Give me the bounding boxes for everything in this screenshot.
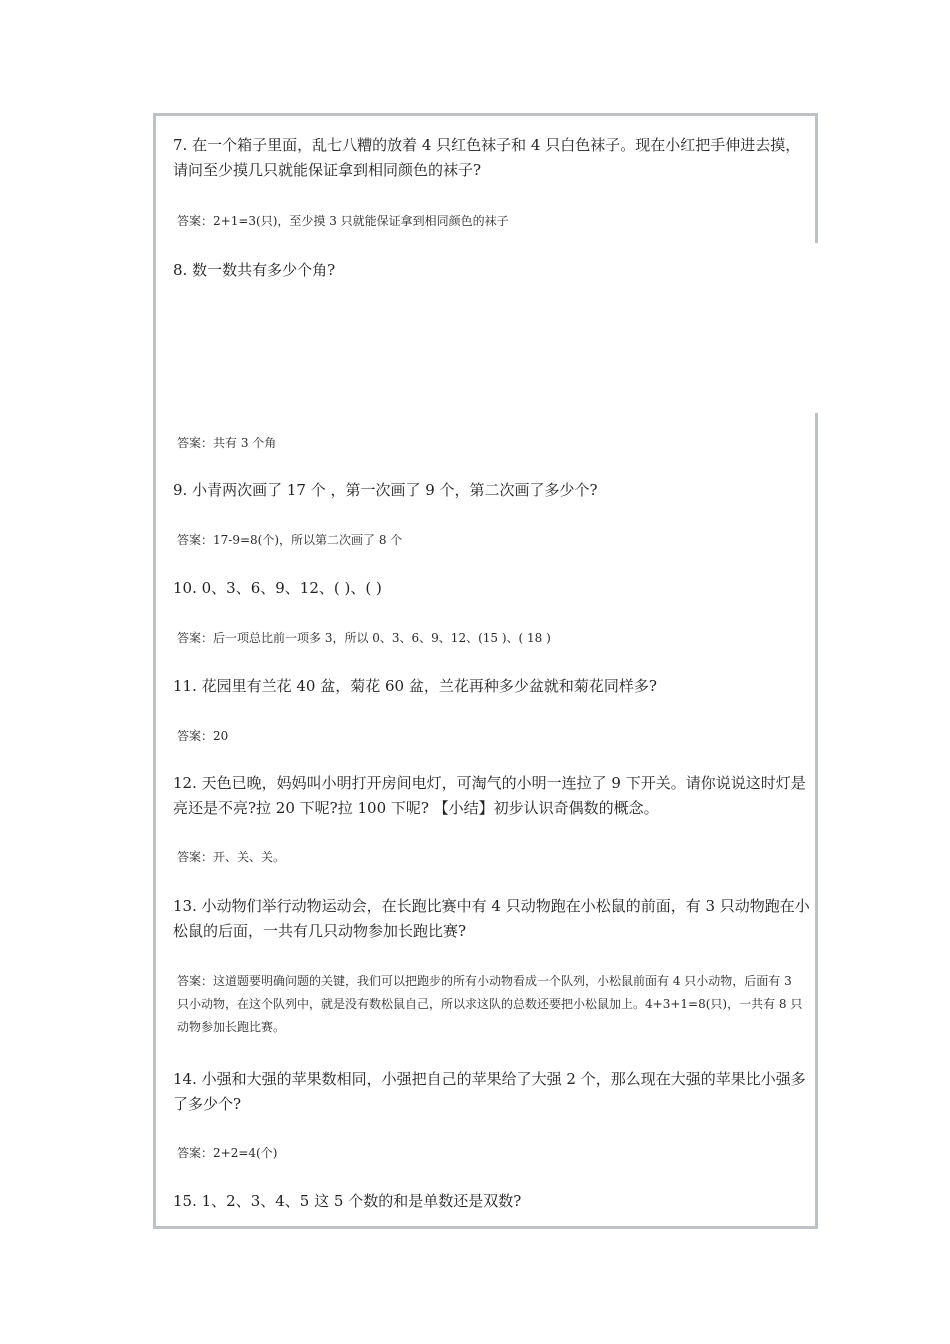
answer-14: 答案：2+2=4(个) bbox=[177, 1146, 278, 1160]
question-13: 13. 小动物们举行动物运动会，在长跑比赛中有 4 只动物跑在小松鼠的前面，有 3 只动物跑在小松鼠的后面，一共有几只动物参加长跑比赛? bbox=[173, 897, 810, 940]
question-8: 8. 数一数共有多少个角? bbox=[173, 261, 336, 279]
answer-10: 答案：后一项总比前一项多 3，所以 0、3、6、9、12、(15 )、( 18 ) bbox=[177, 631, 551, 645]
answer-9: 答案：17-9=8(个)，所以第二次画了 8 个 bbox=[177, 533, 403, 547]
frame-bottom-border bbox=[153, 1226, 818, 1229]
question-7: 7. 在一个箱子里面，乱七八糟的放着 4 只红色袜子和 4 只白色袜子。现在小红把手伸进去摸，请问至少摸几只就能保证拿到相同颜色的袜子? bbox=[173, 136, 801, 179]
question-9: 9. 小青两次画了 17 个 ，第一次画了 9 个，第二次画了多少个? bbox=[173, 481, 598, 499]
answer-11: 答案：20 bbox=[177, 729, 229, 743]
question-15: 15. 1、2、3、4、5 这 5 个数的和是单数还是双数? bbox=[173, 1192, 522, 1210]
frame-right-border-upper bbox=[815, 113, 818, 243]
question-12: 12. 天色已晚，妈妈叫小明打开房间电灯，可淘气的小明一连拉了 9 下开关。请你说说这时灯是亮还是不亮?拉 20 下呢?拉 100 下呢? 【小结】初步认识奇偶数的概念。 bbox=[173, 774, 806, 817]
question-14: 14. 小强和大强的苹果数相同，小强把自己的苹果给了大强 2 个，那么现在大强的苹果比小强多了多少个? bbox=[173, 1070, 806, 1113]
frame-top-border bbox=[153, 113, 818, 116]
frame-left-border bbox=[153, 113, 156, 1228]
question-11: 11. 花园里有兰花 40 盆，菊花 60 盆，兰花再种多少盆就和菊花同样多? bbox=[173, 677, 657, 695]
answer-8: 答案：共有 3 个角 bbox=[177, 436, 277, 450]
frame-right-border-lower bbox=[815, 413, 818, 1229]
answer-13: 答案：这道题要明确问题的关键，我们可以把跑步的所有小动物看成一个队列，小松鼠前面有 4 只小动物，后面有 3 只小动物，在这个队列中，就是没有数松鼠自己，所以求这队的总数还要把小松鼠加上。4+3+1=8(只)，一共有 8 只动物参加长跑比赛。 bbox=[177, 974, 803, 1034]
answer-12: 答案：开、关、关。 bbox=[177, 850, 286, 864]
question-10: 10. 0、3、6、9、12、( )、( ) bbox=[173, 579, 382, 597]
answer-7: 答案：2+1=3(只)，至少摸 3 只就能保证拿到相同颜色的袜子 bbox=[177, 214, 509, 228]
